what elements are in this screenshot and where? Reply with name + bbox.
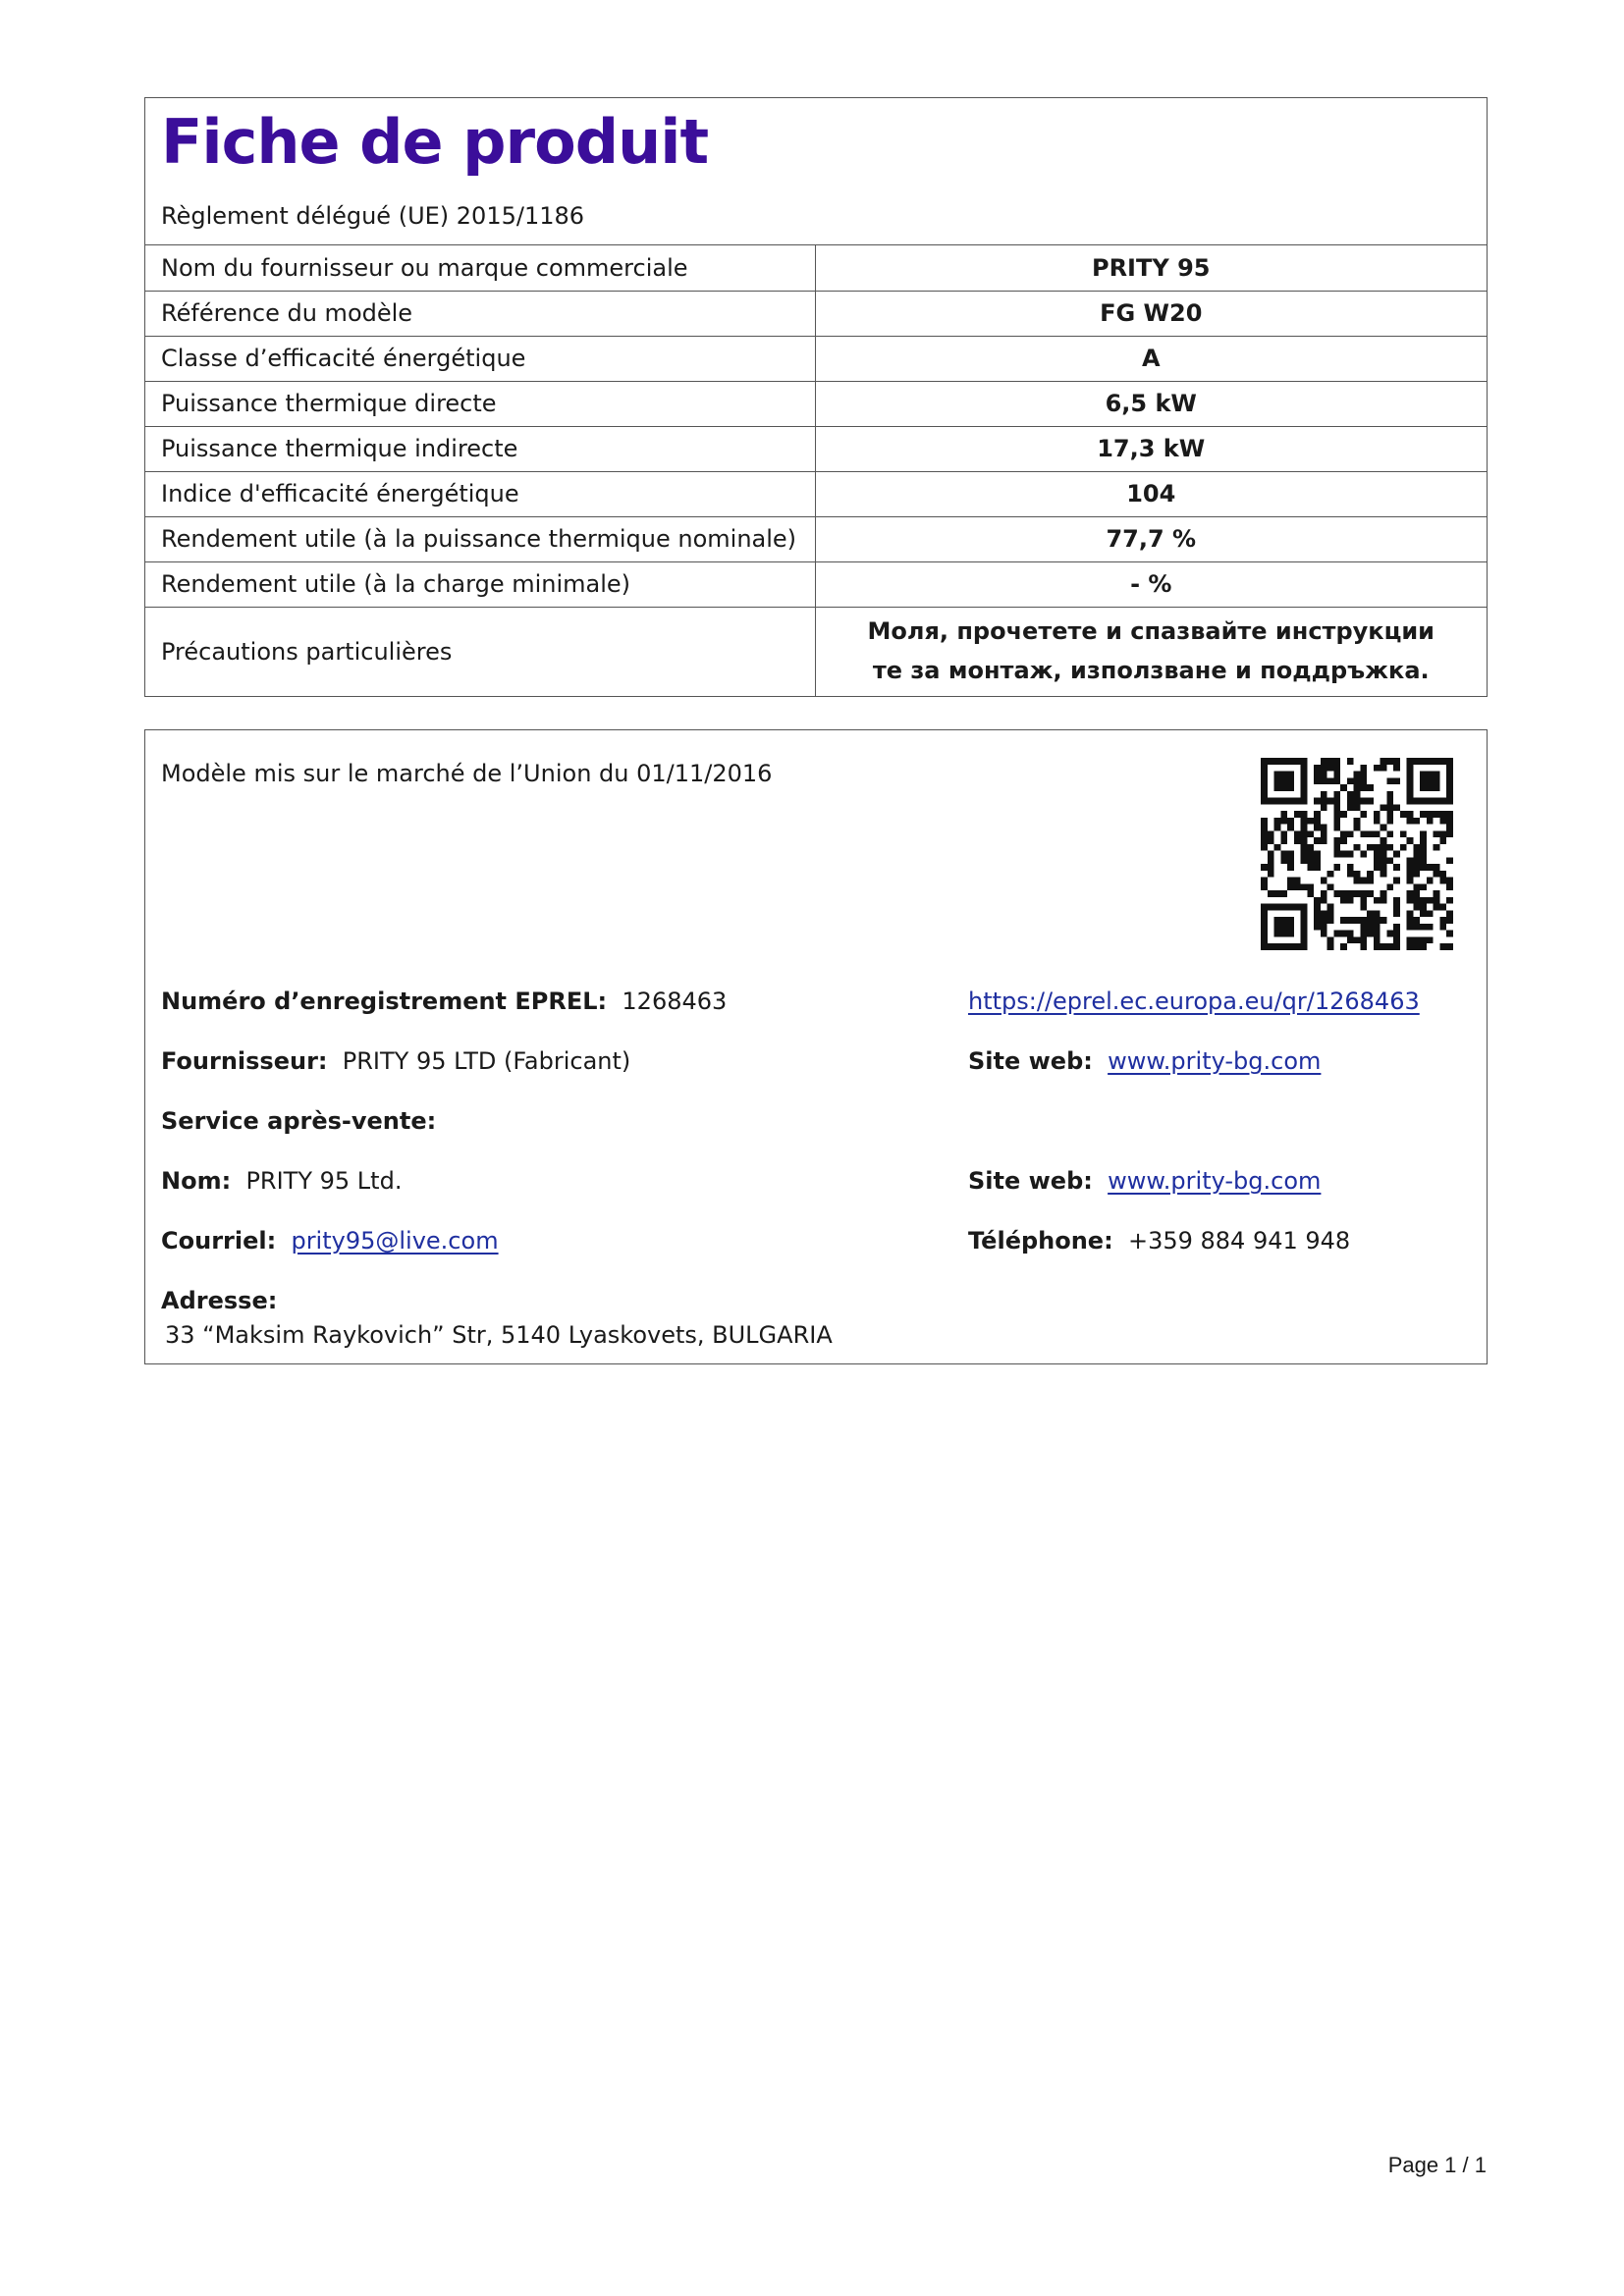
- market-date: Modèle mis sur le marché de l’Union du 01/11/2016: [161, 760, 773, 787]
- email-label: Courriel:: [161, 1227, 277, 1255]
- precautions-label: Précautions particulières: [145, 607, 815, 696]
- precautions-line-1: Моля, прочетете и спазвайте инструкции: [867, 616, 1435, 645]
- table-row: [145, 561, 1487, 607]
- supplier-info-box: [144, 729, 1488, 1364]
- table-row: [145, 291, 1487, 336]
- website-label: Site web:: [968, 1047, 1093, 1075]
- website-link[interactable]: www.prity-bg.com: [1108, 1047, 1322, 1075]
- table-row: [145, 336, 1487, 381]
- phone-value: +359 884 941 948: [1127, 1227, 1351, 1255]
- qr-code-icon[interactable]: [1261, 758, 1453, 950]
- spec-value: 77,7 %: [815, 516, 1487, 561]
- product-sheet: [144, 97, 1488, 697]
- eprel-link-row: [968, 988, 1420, 1015]
- spec-label: Rendement utile (à la charge minimale): [145, 561, 815, 607]
- sheet-header: [145, 98, 1487, 245]
- spec-value: - %: [815, 561, 1487, 607]
- spec-value: FG W20: [815, 291, 1487, 336]
- spec-label: Nom du fournisseur ou marque commerciale: [161, 253, 688, 282]
- email-row: [161, 1227, 499, 1255]
- table-row: [145, 426, 1487, 471]
- address-heading: [161, 1287, 277, 1314]
- spec-value: A: [815, 336, 1487, 381]
- website2-row: [968, 1167, 1321, 1195]
- table-row: [145, 516, 1487, 561]
- eprel-label: Numéro d’enregistrement EPREL:: [161, 988, 608, 1015]
- table-row: [145, 381, 1487, 426]
- website2-label: Site web:: [968, 1167, 1093, 1195]
- name-row: [161, 1167, 402, 1195]
- spec-label: Classe d’efficacité énergétique: [145, 336, 815, 381]
- eprel-link[interactable]: https://eprel.ec.europa.eu/qr/1268463: [968, 988, 1420, 1015]
- spec-label: Puissance thermique indirecte: [145, 426, 815, 471]
- supplier-row: [161, 1047, 630, 1075]
- service-label: Service après-vente:: [161, 1107, 437, 1135]
- spec-label: Puissance thermique directe: [145, 381, 815, 426]
- name-value: PRITY 95 Ltd.: [245, 1167, 403, 1195]
- address-value: 33 “Maksim Raykovich” Str, 5140 Lyaskovets, BULGARIA: [165, 1321, 833, 1349]
- service-heading: [161, 1107, 436, 1135]
- supplier-label: Fournisseur:: [161, 1047, 328, 1075]
- phone-label: Téléphone:: [968, 1227, 1113, 1255]
- supplier-value: PRITY 95 LTD (Fabricant): [342, 1047, 631, 1075]
- precautions-line-2: те за монтаж, използване и поддръжка.: [872, 656, 1430, 684]
- table-row: [145, 471, 1487, 516]
- table-row: [145, 607, 1487, 696]
- spec-label: Rendement utile (à la puissance thermique nominale): [145, 516, 815, 561]
- spec-value: 17,3 kW: [815, 426, 1487, 471]
- eprel-number: 1268463: [622, 988, 728, 1015]
- precautions-value: [815, 607, 1487, 696]
- website2-link[interactable]: www.prity-bg.com: [1108, 1167, 1322, 1195]
- table-row: [145, 245, 1487, 291]
- page-title: Fiche de produit: [161, 106, 709, 178]
- spec-label: Indice d'efficacité énergétique: [145, 471, 815, 516]
- address-label: Adresse:: [161, 1287, 278, 1314]
- specs-table: [145, 245, 1487, 696]
- spec-label: Référence du modèle: [145, 291, 815, 336]
- website-row: [968, 1047, 1321, 1075]
- phone-row: [968, 1227, 1350, 1255]
- regulation-text: Règlement délégué (UE) 2015/1186: [161, 202, 585, 230]
- page-number: Page 1 / 1: [1387, 2153, 1487, 2177]
- spec-value: PRITY 95: [815, 245, 1487, 291]
- eprel-row: [161, 988, 727, 1015]
- spec-value: 104: [815, 471, 1487, 516]
- name-label: Nom:: [161, 1167, 232, 1195]
- spec-value: 6,5 kW: [815, 381, 1487, 426]
- email-link[interactable]: prity95@live.com: [291, 1227, 499, 1255]
